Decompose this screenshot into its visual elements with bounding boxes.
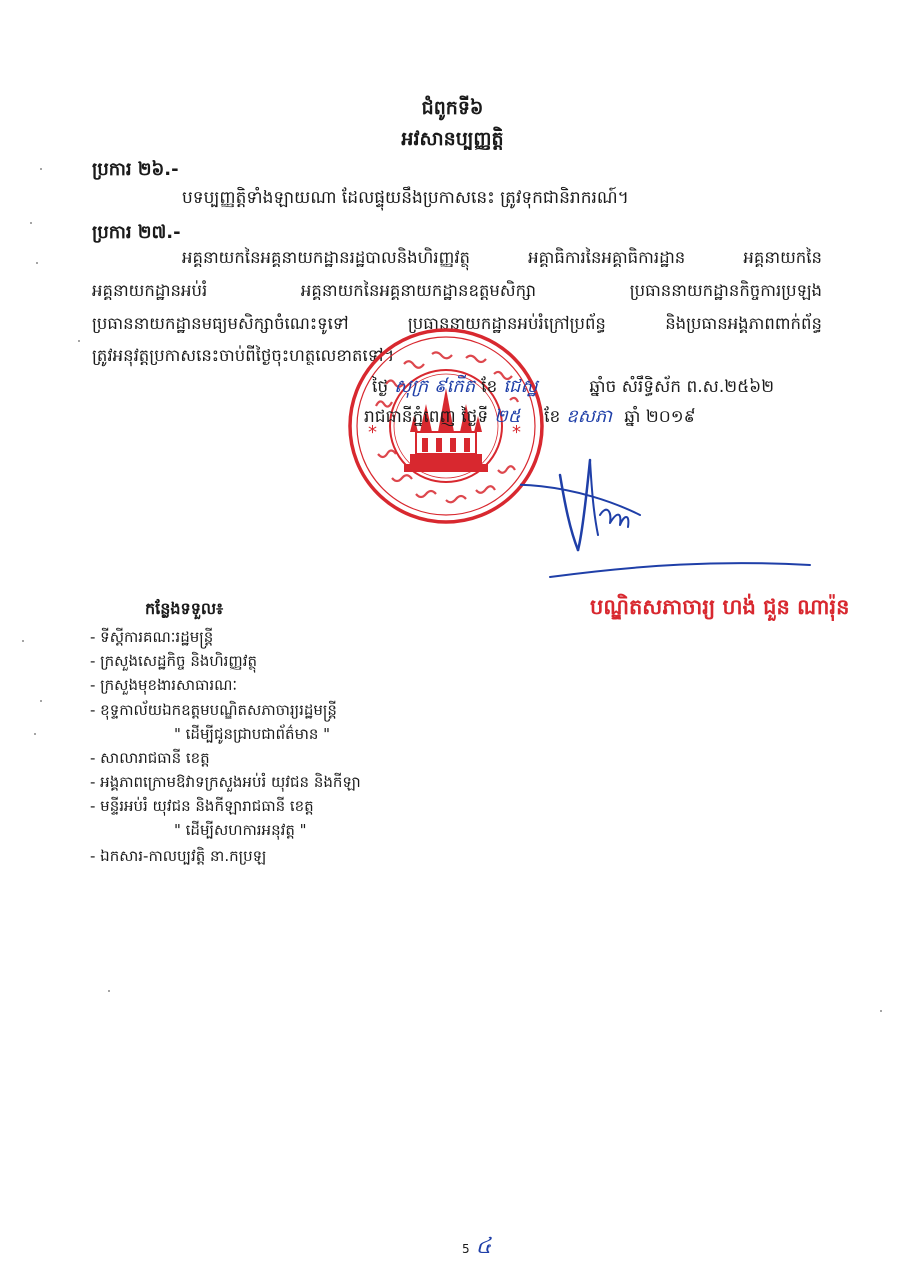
article-27-line-2: [92, 281, 822, 305]
svg-text:*: *: [512, 422, 521, 443]
article-27-segment: ប្រធាននាយកដ្ឋានមធ្យមសិក្សាចំណេះទូទៅ: [92, 314, 349, 333]
svg-text:*: *: [368, 422, 377, 443]
recipient-item: - សាលារាជធានី ខេត្ត: [90, 749, 210, 767]
recipient-item: - មន្ទីរអប់រំ យុវជន និងកីឡារាជធានី ខេត្ត: [90, 797, 314, 815]
chapter-number: ជំពូកទី៦: [421, 97, 484, 119]
lunar-month-handwritten: ជេស្ឋ: [503, 376, 538, 397]
article-27-segment: ប្រធាននាយកដ្ឋានកិច្ចការប្រឡង: [629, 281, 822, 300]
article-27-segment: អគ្គនាយកនៃអគ្គនាយកដ្ឋានឧត្តមសិក្សា: [300, 281, 536, 300]
lunar-day-handwritten: សុក្រ ៩កើត: [394, 376, 476, 397]
recipient-note: " ដើម្បីសហការអនុវត្ត ": [174, 821, 307, 839]
recipient-item: - ក្រសួងសេដ្ឋកិច្ច និងហិរញ្ញវត្ថុ: [90, 652, 257, 670]
recipient-item: - ខុទ្ទកាល័យឯកឧត្តមបណ្ឌិតសភាចារ្យរដ្ឋមន្ត្រី: [90, 701, 337, 719]
page-footer: [462, 1232, 491, 1264]
article-27-segment: អគ្គនាយកនៃអគ្គនាយកដ្ឋានរដ្ឋបាលនិងហិរញ្ញវត្ថុ: [182, 248, 471, 267]
article-26-text: បទប្បញ្ញត្តិទាំងឡាយណា ដែលផ្ទុយនឹងប្រកាសនេះ ត្រូវទុកជានិរាករណ៍។: [182, 188, 629, 208]
article-27-segment: អគ្គនាយកនៃ: [743, 248, 822, 267]
day-handwritten: ២៥: [494, 406, 521, 427]
recipients-title: កន្លែងទទួល៖: [145, 599, 224, 618]
lunar-date-line: [372, 374, 774, 401]
recipient-note: " ដើម្បីជូនជ្រាបជាព័ត៌មាន ": [174, 725, 331, 743]
month-handwritten: ឧសភា: [566, 406, 612, 427]
gregorian-date-line: [364, 404, 696, 431]
signer-name: បណ្ឌិតសភាចារ្យ ហង់ ជួន ណារ៉ុន: [590, 595, 850, 619]
lunar-year: ឆ្នាំច សំរឹទ្ធិស័ក ព.ស.២៥៦២: [589, 377, 775, 397]
article-27-segment: ប្រធាននាយកដ្ឋានអប់រំក្រៅប្រព័ន្ធ: [407, 314, 606, 333]
recipient-item: - ឯកសារ-កាលប្បវត្តិ នា.កប្រឡ: [90, 847, 267, 865]
page-number: 5: [462, 1242, 470, 1256]
article-27-segment: អគ្គាធិការនៃអគ្គាធិការដ្ឋាន: [528, 248, 686, 267]
article-27-line-4: ត្រូវអនុវត្តប្រកាសនេះចាប់ពីថ្ងៃចុះហត្ថលេខាតទៅ។: [92, 346, 395, 365]
article-27-title: ប្រការ ២៧.-: [92, 222, 181, 243]
month-prefix: ខែ: [544, 407, 561, 427]
lunar-month-prefix: ខែ: [481, 377, 498, 397]
recipient-item: - ទីស្ដីការគណៈរដ្ឋមន្ត្រី: [90, 628, 214, 646]
page-number-handwritten: ៤: [475, 1234, 492, 1259]
chapter-title: អវសានប្បញ្ញត្តិ: [401, 128, 504, 150]
article-27-segment: អគ្គនាយកដ្ឋានអប់រំ: [92, 281, 208, 300]
recipient-item: - ក្រសួងមុខងារសាធារណៈ: [90, 676, 238, 694]
lunar-date-prefix: ថ្ងៃ: [372, 377, 389, 397]
year: ឆ្នាំ ២០១៩: [624, 407, 696, 427]
article-26-title: ប្រការ ២៦.-: [92, 159, 179, 180]
place-and-day-prefix: រាជធានីភ្នំពេញ ថ្ងៃទី: [364, 407, 489, 427]
handwritten-signature: [520, 455, 820, 585]
article-27-line-1: [182, 248, 822, 272]
recipient-item: - អង្គភាពក្រោមឱវាទក្រសួងអប់រំ យុវជន និងកីឡា: [90, 773, 361, 791]
article-27-segment: និងប្រធានអង្គភាពពាក់ព័ន្ធ: [665, 314, 822, 333]
